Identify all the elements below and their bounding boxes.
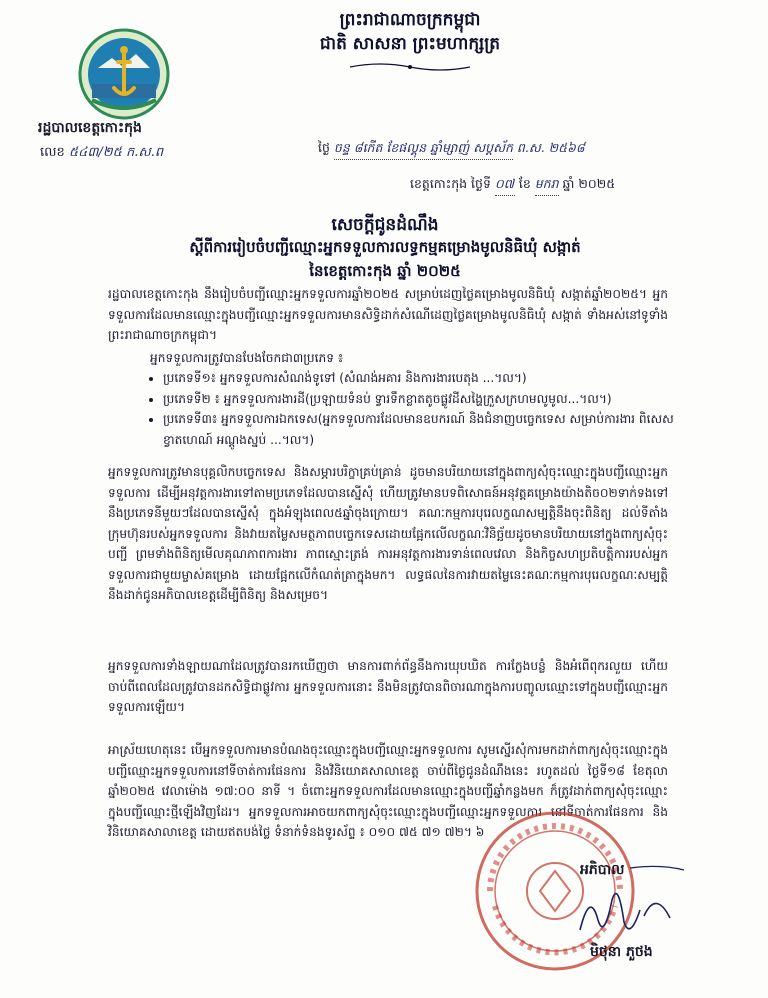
solar-day: ០៧ bbox=[495, 176, 515, 196]
ref-suffix: ក.ស.ព bbox=[126, 145, 164, 160]
ref-number: ៥៤៣/២៥ bbox=[68, 145, 122, 160]
paragraph-disqualification: អ្នកទទួលការទាំងឡាយណាដែលត្រូវបានរកឃើញថា មានការពាក់ព័ន្ធនឹងការឃុបឃិត ការក្លែងបន្លំ និងអំពើពុករលួយ ហើយចាប់ពីពេលដែលត្រូវបានដកសិទ្ធិជាផ្លូវការ អ្នកទទួលការនោះ នឹងមិនត្រូវបានពិចារណាក្នុងការបញ្ចូលឈ្មោះទៅក្នុងបញ្ជីឈ្មោះអ្នកទទួលការឡើយ។ bbox=[108, 659, 668, 714]
list-item: • ប្រភេទទី៣៖ អ្នកទទួលការឯកទេស(អ្នកទទួលការដែលមានឧបករណ៍ និងជំនាញបច្ចេកទេស សម្រាប់ការងារ ពិសេស ខ្វាតហេណ៍ អណ្តូងស្នប់ ...។ល។) bbox=[163, 409, 688, 450]
notice-subject: ស្តីពីការរៀបចំបញ្ជីឈ្មោះអ្នកទទួលការលទ្ធកម្មគម្រោងមូលនិធិឃុំ សង្កាត់ bbox=[189, 238, 581, 256]
notice-subject-line2: នៃខេត្តកោះកុង ឆ្នាំ ២០២៥ bbox=[309, 262, 461, 280]
solar-date-prefix: ខេត្តកោះកុង ថ្ងៃទី bbox=[410, 176, 491, 191]
ref-label: លេខ bbox=[40, 145, 65, 160]
national-motto: ជាតិ សាសនា ព្រះមហាក្សត្រ bbox=[319, 34, 501, 54]
category-list bbox=[145, 368, 688, 450]
reference-number bbox=[40, 144, 163, 163]
paragraph-intro: រដ្ឋបាលខេត្តកោះកុង នឹងរៀបចំបញ្ជីឈ្មោះអ្នកទទួលការឆ្នាំ២០២៥ សម្រាប់ដេញថ្លៃគម្រោងមូលនិធិឃុំ សង្កាត់ឆ្នាំ២០២៥។ អ្នកទទួលការដែលមានឈ្មោះក្នុងបញ្ជីឈ្មោះអ្នកទទួលការមានសិទ្ធិដាក់សំណើដេញថ្លៃគម្រោងមូលនិធិឃុំ សង្កាត់ ទាំងអស់នៅទូទាំងព្រះរាជាណាចក្រកម្ពុជា។ bbox=[108, 287, 668, 342]
paragraph-requirements: អ្នកទទួលការត្រូវមានបុគ្គលិកបច្ចេកទេស និងសម្ភារបរិក្ខាគ្រប់គ្រាន់ ដូចមានបរិយាយនៅក្នុងពាក្យសុំចុះឈ្មោះក្នុងបញ្ជីឈ្មោះអ្នកទទួលការ ដើម្បីអនុវត្តការងារទៅតាមប្រភេទដែលបានស្នើសុំ ហើយត្រូវមានបទពិសោធន៍អនុវត្តគម្រោងយ៉ាងតិច០២ទាក់ទងទៅ នឹងប្រភេទនីមួយៗដែលបានស្នើសុំ ក្នុងអំឡុងពេល៥ឆ្នាំចុងក្រោយ។ គណៈកម្មការបុរេលក្ខណសម្បត្តិនឹងចុះពិនិត្យ ដល់ទីតាំងក្រុមហ៊ុនរបស់អ្នកទទួលការ និងវាយតម្លៃសមត្ថភាពបច្ចេកទេសដោយផ្អែកលើលក្ខណៈវិនិច្ឆ័យដូចមានបរិយាយនៅក្នុងពាក្យសុំចុះបញ្ជី ព្រមទាំងពិនិត្យមើលគុណភាពការងារ ភាពស្មោះត្រង់ ការអនុវត្តការងារទាន់ពេលវេលា និងកិច្ចសហប្រតិបត្តិការរបស់អ្នកទទួលការជាមួយម្ចាស់គម្រោង ដោយផ្អែកលើកំណត់ត្រាក្នុងមក។ លទ្ធផលនៃការវាយតម្លៃនេះគណៈកម្មការបុរេលក្ខណៈសម្បត្តិ នឹងដាក់ជូនអភិបាលខេត្តដើម្បីពិនិត្យ និងសម្រេច។ bbox=[108, 465, 668, 602]
kingdom-title: ព្រះរាជាណាចក្រកម្ពុជា bbox=[339, 10, 481, 30]
lunar-date-prefix: ថ្ងៃ bbox=[318, 140, 330, 155]
categories-intro: អ្នកទទួលការត្រូវបានបែងចែកជា៣ប្រភេទ ៖ bbox=[150, 351, 344, 365]
lunar-date-value: ចន្ទ ៨កើត ខែផល្គុន ឆ្នាំម្សាញ់ សប្តស័ក bbox=[334, 140, 513, 160]
paragraph-application: អាស្រ័យហេតុនេះ បើអ្នកទទួលការមានបំណងចុះឈ្មោះក្នុងបញ្ជីឈ្មោះអ្នកទទួលការ សូមស្នើរសុំការមកដាក់ពាក្យសុំចុះឈ្មោះក្នុងបញ្ជីឈ្មោះអ្នកទទួលការនៅទីចាត់ការផែនការ និងវិនិយោគសាលាខេត្ត ចាប់ពីថ្ងៃជូនដំណឹងនេះ រហូតដល់ ថ្ងៃទី១៨ ខែតុលា ឆ្នាំ២០២៥ វេលាម៉ោង ១៧:០០ នាទី ។ ចំពោះអ្នកទទួលការដែលមានឈ្មោះក្នុងបញ្ជីឆ្នាំកន្លងមក ក៏ត្រូវដាក់ពាក្យសុំចុះឈ្មោះក្នុងបញ្ជីឈ្មោះថ្មីឡើងវិញដែរ។ អ្នកទទួលការអាចយកពាក្យសុំចុះឈ្មោះក្នុងបញ្ជីឈ្មោះអ្នកទទួលការ នៅទីចាត់ការផែនការ និងវិនិយោគសាលាខេត្ត ដោយឥតបង់ថ្លៃ ទំនាក់ទំនងទូរស័ព្ទ ៖ ០១០ ៧៥ ៧១ ៧២។ ៦ bbox=[108, 743, 668, 839]
solar-month: មករា bbox=[535, 176, 559, 196]
ornament-divider bbox=[340, 61, 480, 73]
signature-icon bbox=[560, 860, 700, 950]
signatory-title: អភិបាល bbox=[580, 862, 625, 878]
solar-month-label: ខែ bbox=[518, 176, 531, 191]
province-logo-icon bbox=[78, 28, 170, 120]
buddhist-era: ព.ស. ២៥៦៨ bbox=[516, 140, 585, 155]
solar-year: ឆ្នាំ ២០២៥ bbox=[562, 176, 616, 191]
list-item: • ប្រភេទទី១៖ អ្នកទទួលការសំណង់ទូទៅ (សំណង់អគារ និងការងារបេតុង ...។ល។) bbox=[163, 368, 688, 389]
letterhead bbox=[260, 8, 560, 80]
solar-date bbox=[410, 176, 615, 196]
issuing-office: រដ្ឋបាលខេត្តកោះកុង bbox=[38, 120, 142, 136]
list-item: • ប្រភេទទី២ ៖ អ្នកទទួលការងារដី(ប្រឡាយទំនប់ ទ្វារទឹកខ្លាតតូចផ្លូវដីសង្ហៃក្រួសក្រហមលូមូល...។ល។) bbox=[163, 389, 688, 410]
notice-heading: សេចក្តីជូនដំណឹង bbox=[331, 215, 439, 235]
lunar-date bbox=[318, 140, 585, 160]
signatory-name: មិថុនា ភួថង bbox=[590, 944, 653, 960]
